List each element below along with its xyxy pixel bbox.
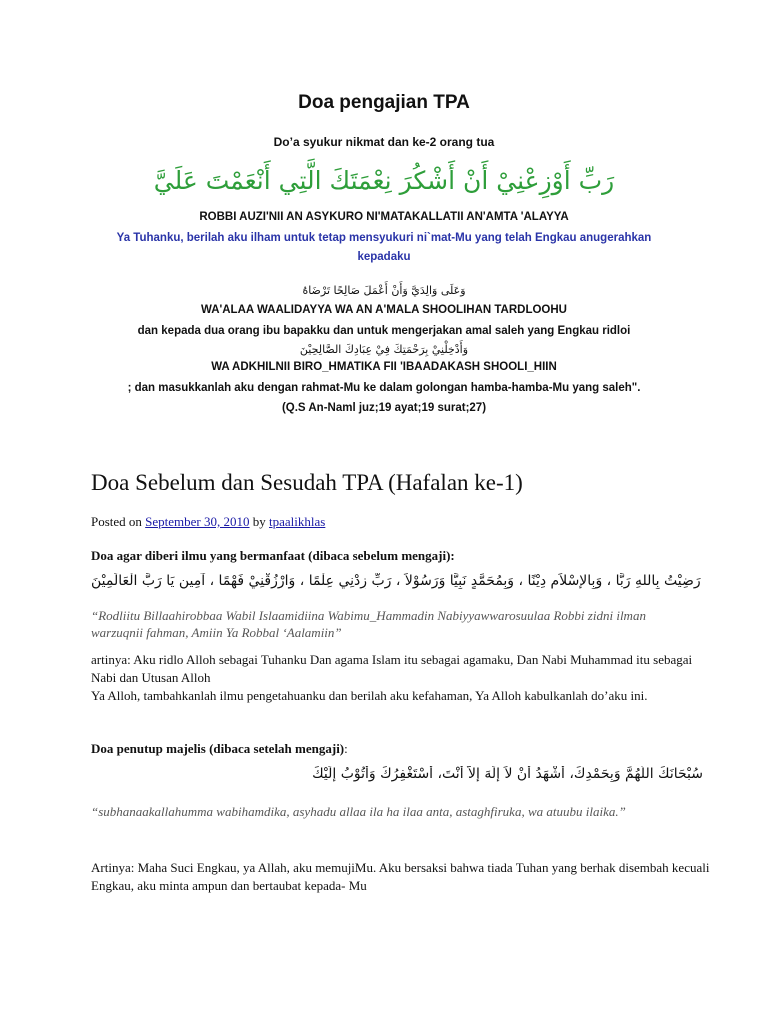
arabic-verse-2: وَعَلَى وَالِدَيَّ وَأَنْ أَعْمَلَ صَالِحًا تَرْضَاهُ [302,284,466,297]
post-meta [91,514,325,530]
doa-2-heading-text: Doa penutup majelis (dibaca setelah mengaji) [91,741,345,756]
post-title: Doa Sebelum dan Sesudah TPA (Hafalan ke-1) [91,470,523,495]
doa-1-arabic: رَضِيْتُ بِاللهِ رَبًّا ، وَبِالإِسْلاَمِ دِيْنًا ، وَبِمُحَمَّدٍ نَبِيًّا وَرَسُوْلاً ، رَبِّ زِدْنِي عِلْمًا ، وَارْزُقْنِيْ فَهْمًا ، آمِين يَا رَبَّ الْعَالَمِيْنَ [91,573,701,589]
page-subtitle: Do’a syukur nikmat dan ke-2 orang tua [273,135,495,149]
post-author-link[interactable]: tpaalikhlas [269,514,326,529]
doa-1-heading: Doa agar diberi ilmu yang bermanfaat (dibaca sebelum mengaji): [91,548,455,563]
doa-2-heading-colon: : [344,741,348,756]
doa-1-meaning-line-2: Ya Alloh, tambahkanlah ilmu pengetahuanku dan berilah aku kefahaman, Ya Alloh kabulkanlah do’aku ini. [91,688,648,703]
quran-source-reference: (Q.S An-Naml juz;19 ayat;19 surat;27) [281,402,487,414]
latin-verse-2: WA'ALAA WAALIDAYYA WA AN A'MALA SHOOLIHAN TARDLOOHU [200,304,567,316]
arabic-verse-1: رَبِّ أَوْزِعْنِيْ أَنْ أَشْكُرَ نِعْمَتَكَ الَّتِي أَنْعَمْتَ عَلَيَّ [153,166,615,195]
doa-2-meaning: Artinya: Maha Suci Engkau, ya Allah, aku memujiMu. Aku bersaksi bahwa tiada Tuhan yang berhak disembah kecuali Engkau, aku minta ampun dan bertaubat kepada- Mu [91,860,710,893]
doa-1-meaning-line-1: artinya: Aku ridlo Alloh sebagai Tuhanku Dan agama Islam itu sebagai agamaku, Dan Nabi Muhammad itu sebagai Nabi dan Utusan Alloh [91,652,693,685]
translation-verse-2: dan kepada dua orang ibu bapakku dan untuk mengerjakan amal saleh yang Engkau ridloi [137,325,631,337]
translation-verse-1: Ya Tuhanku, berilah aku ilham untuk tetap mensyukuri ni`mat-Mu yang telah Engkau anugerahkan kepadaku [116,232,652,263]
doa-1-transliteration: “Rodliitu Billaahirobbaa Wabil Islaamidiina Wabimu_Hammadin Nabiyyawwarosuulaa Robbi zidni ilman warzuqnii fahman, Amiin Ya Robbal ‘Aalamiin” [91,608,646,640]
doa-2-transliteration: “subhanaakallahumma wabihamdika, asyhadu allaa ila ha ilaa anta, astaghfiruka, wa atuubu ilaika.” [91,804,626,819]
post-date-link[interactable]: September 30, 2010 [145,514,250,529]
latin-verse-3: WA ADKHILNII BIRO_HMATIKA FII 'IBAADAKASH SHOOLI_HIIN [211,361,557,373]
arabic-verse-3: وَأَدْخِلْنِيْ بِرَحْمَتِكَ فِيْ عِبَادِكَ الصَّالِحِيْنَ [299,343,469,356]
translation-verse-3: ; dan masukkanlah aku dengan rahmat-Mu ke dalam golongan hamba-hamba-Mu yang saleh". [127,382,641,394]
posted-on-label: Posted on [91,514,146,529]
doa-1-meaning [91,651,711,705]
doa-2-arabic: سُبْحَانَكَ اللَّهُمَّ وَبِحَمْدِكَ، أَشْهَدُ أَنْ لاَ إِلَهَ إِلاَّ أَنْتَ، أَسْتَغْفِرُكَ وَأَتُوْبُ إِلَيْكَ [312,766,703,782]
doa-2-heading [91,741,348,757]
posted-by-label: by [249,514,270,529]
page-title: Doa pengajian TPA [298,92,470,113]
latin-verse-1: ROBBI AUZI'NII AN ASYKURO NI'MATAKALLATII AN'AMTA 'ALAYYA [199,211,569,223]
